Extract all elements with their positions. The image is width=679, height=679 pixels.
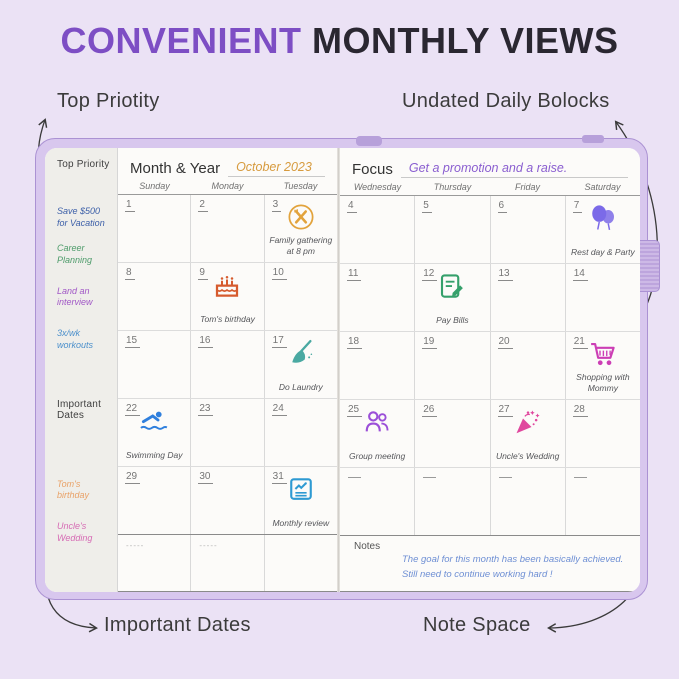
calendar-cell [565, 264, 640, 331]
undated-dash [574, 477, 587, 478]
calendar-cell [340, 468, 414, 535]
calendar-cell [264, 195, 337, 262]
priority-item: 3x/wk workouts [57, 328, 94, 350]
date-number: 15 [125, 335, 140, 348]
calendar-cell [190, 331, 263, 398]
calendar-cell [490, 400, 565, 467]
calendar-cell [118, 467, 190, 534]
page-title [0, 20, 679, 62]
month-year-value: October 2023 [228, 160, 325, 177]
calendar-week-row [340, 332, 640, 400]
calendar-cell [490, 468, 565, 535]
event-label: Family gathering at 8 pm [269, 234, 333, 256]
date-number: 19 [422, 336, 437, 349]
calendar-cell [264, 399, 337, 466]
calendar-week-row [340, 468, 640, 536]
calendar-week-row [118, 263, 337, 331]
calendar-cell [190, 535, 263, 591]
swimmer-icon [139, 406, 169, 436]
calendar-cell [414, 332, 489, 399]
calendar-week-row [118, 535, 337, 592]
notes-line-2: Still need to continue working hard ! [402, 568, 553, 580]
callout-important-dates: Important Dates [104, 614, 251, 636]
calendar-cell [490, 196, 565, 263]
date-number: 24 [272, 403, 287, 416]
right-day-names [340, 180, 640, 196]
date-number: 4 [347, 200, 357, 213]
bill-icon [437, 271, 467, 301]
date-number: 7 [573, 200, 583, 213]
left-day-names [118, 179, 337, 195]
day-name: Sunday [139, 181, 170, 191]
left-calendar [117, 148, 337, 592]
calendar-week-row [118, 331, 337, 399]
calendar-cell [414, 196, 489, 263]
party-icon [513, 407, 543, 437]
important-dates-label: Important Dates [57, 398, 102, 421]
calendar-cell [118, 331, 190, 398]
undated-dash [348, 477, 361, 478]
notes-label: Notes [354, 541, 381, 552]
calendar-cell [414, 264, 489, 331]
callout-top-priority: Top Priotity [57, 90, 160, 112]
planner [35, 138, 648, 600]
calendar-cell [264, 331, 337, 398]
date-number: 11 [347, 268, 361, 281]
calendar-cell [118, 399, 190, 466]
calendar-cell [414, 400, 489, 467]
focus-header [340, 148, 640, 180]
event-label: Shopping with Mommy [576, 371, 630, 393]
calendar-cell [190, 263, 263, 330]
notes-section [340, 536, 640, 592]
date-number: 20 [498, 336, 513, 349]
calendar-cell [490, 264, 565, 331]
calendar-cell [118, 535, 190, 591]
date-number: 1 [125, 199, 135, 212]
undated-dots: ----- [199, 541, 218, 550]
callout-undated-daily-blocks: Undated Daily Bolocks [402, 90, 610, 112]
day-name: Saturday [584, 182, 621, 192]
undated-dash [499, 477, 512, 478]
event-label: Uncle's Wedding [495, 450, 560, 461]
balloons-icon [588, 203, 618, 233]
date-number: 26 [422, 404, 437, 417]
calendar-cell [190, 399, 263, 466]
day-name: Friday [514, 182, 540, 192]
calendar-week-row [340, 400, 640, 468]
date-number: 22 [125, 403, 140, 416]
event-label: Group meeting [349, 450, 406, 461]
planner-pages [45, 148, 640, 592]
date-number: 5 [422, 200, 432, 213]
month-year-header [118, 148, 337, 179]
cake-icon [212, 270, 242, 300]
spine-tab [356, 136, 382, 146]
title-rest: MONTHLY VIEWS [301, 20, 619, 61]
date-number: 14 [573, 268, 588, 281]
priority-item: Career Planning [57, 243, 93, 266]
group-icon [362, 407, 392, 437]
day-name: Thursday [433, 182, 472, 192]
date-number: 27 [498, 404, 513, 417]
date-number: 16 [198, 335, 213, 348]
day-name: Wednesday [353, 182, 402, 192]
calendar-cell [565, 332, 640, 399]
calendar-week-row [340, 264, 640, 332]
undated-dots: ----- [126, 541, 145, 550]
calendar-cell [565, 468, 640, 535]
sidebar [45, 148, 117, 592]
undated-dash [423, 477, 436, 478]
date-number: 25 [347, 404, 362, 417]
calendar-cell [118, 263, 190, 330]
date-number: 12 [422, 268, 437, 281]
priority-item: Save $500 for Vacation [57, 206, 105, 228]
date-number: 31 [272, 471, 287, 484]
calendar-week-row [118, 399, 337, 467]
calendar-cell [340, 196, 414, 263]
date-number: 18 [347, 336, 362, 349]
event-label: Do Laundry [278, 381, 323, 392]
priority-item: Land an interview [57, 285, 93, 308]
title-accent: CONVENIENT [60, 20, 302, 61]
calendar-cell [264, 263, 337, 330]
cart-icon [588, 339, 618, 369]
calendar-cell [414, 468, 489, 535]
meal-icon [286, 202, 316, 232]
calendar-cell [118, 195, 190, 262]
date-number: 17 [272, 335, 287, 348]
event-label: Rest day & Party [570, 246, 635, 257]
calendar-cell [565, 400, 640, 467]
date-number: 13 [498, 268, 513, 281]
calendar-week-row [118, 467, 337, 535]
calendar-cell [190, 467, 263, 534]
date-number: 2 [198, 199, 208, 212]
date-number: 29 [125, 471, 140, 484]
broom-icon [286, 338, 316, 368]
calendar-cell [264, 467, 337, 534]
date-number: 3 [272, 199, 282, 212]
calendar-week-row [340, 196, 640, 264]
calendar-cell [340, 264, 414, 331]
focus-value: Get a promotion and a raise. [401, 161, 628, 178]
month-year-label: Month & Year [130, 160, 221, 177]
right-page [340, 148, 640, 592]
notes-text [402, 553, 632, 582]
calendar-week-row [118, 195, 337, 263]
calendar-cell [490, 332, 565, 399]
elastic-band-tip [582, 135, 604, 143]
date-number: 10 [272, 267, 287, 280]
date-number: 30 [198, 471, 213, 484]
calendar-cell [565, 196, 640, 263]
date-number: 6 [498, 200, 508, 213]
calendar-cell [340, 400, 414, 467]
date-number: 23 [198, 403, 213, 416]
calendar-cell [340, 332, 414, 399]
date-number: 8 [125, 267, 135, 280]
top-priority-label: Top Priority [57, 159, 110, 170]
calendar-cell [190, 195, 263, 262]
important-date-item: Uncle's Wedding [57, 520, 93, 543]
day-name: Monday [211, 181, 244, 191]
event-label: Tom's birthday [200, 313, 255, 324]
day-name: Tuesday [283, 181, 318, 191]
event-label: Monthly review [272, 517, 330, 528]
calendar-cell [264, 535, 337, 591]
date-number: 21 [573, 336, 588, 349]
event-label: Pay Bills [436, 314, 469, 325]
callout-note-space: Note Space [423, 614, 531, 636]
date-number: 9 [198, 267, 208, 280]
review-icon [286, 474, 316, 504]
date-number: 28 [573, 404, 588, 417]
focus-label: Focus [352, 161, 393, 178]
left-page [45, 148, 337, 592]
important-date-item: Tom's birthday [57, 478, 90, 501]
notes-line-1: The goal for this month has been basically achieved. [402, 554, 624, 565]
event-label: Swimming Day [125, 449, 183, 460]
